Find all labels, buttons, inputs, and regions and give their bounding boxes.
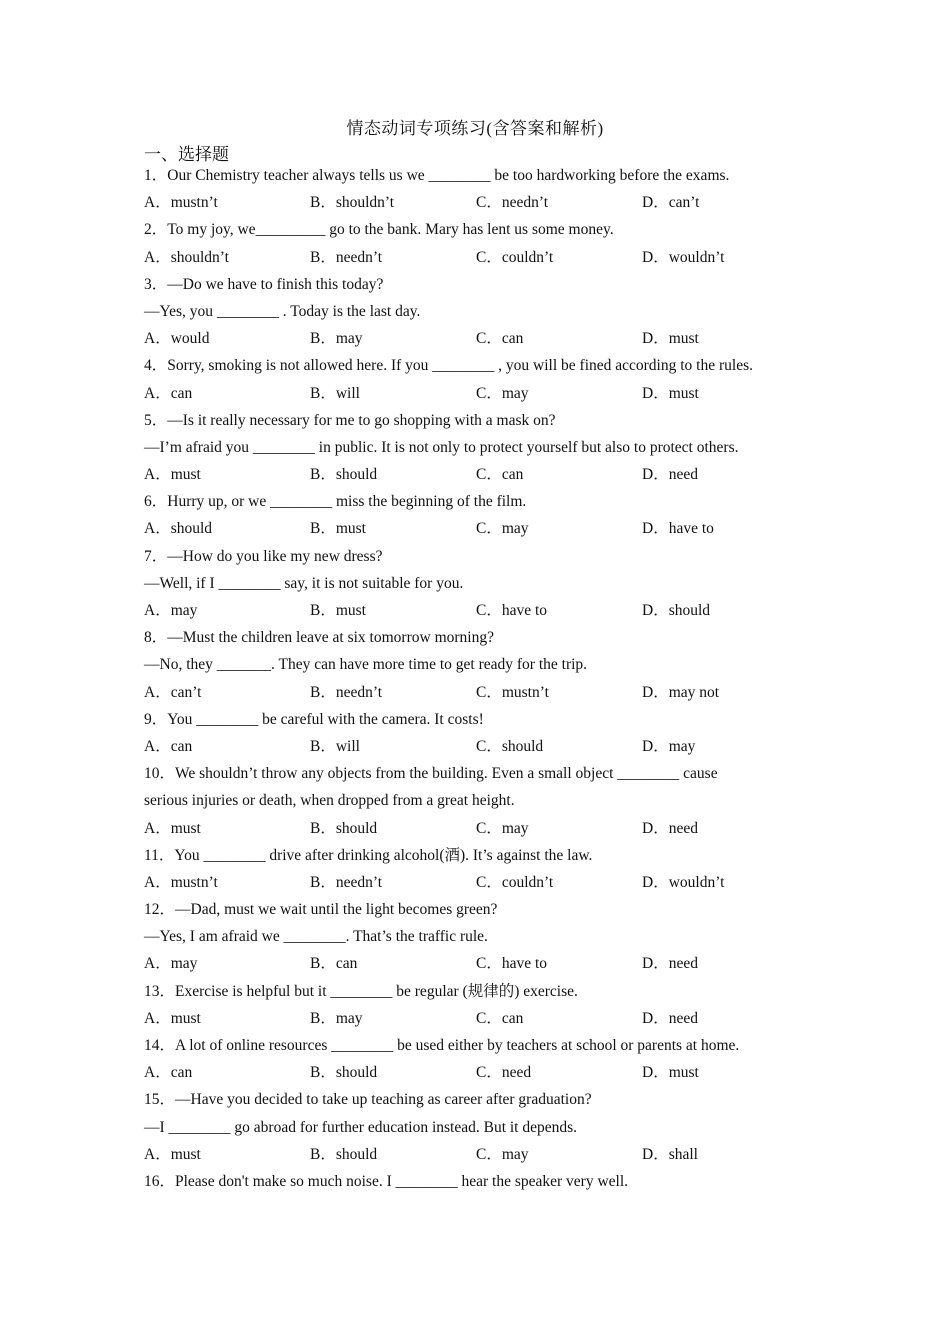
answer-options: [144, 328, 824, 355]
answer-option: B．must: [310, 520, 366, 538]
answer-option: B．should: [310, 1145, 378, 1163]
question-item: [144, 1171, 824, 1198]
answer-option: D．have to: [642, 520, 714, 538]
question-stem: 15．—Have you decided to take up teaching as career after graduation?: [144, 1091, 592, 1109]
answer-option: B．should: [310, 466, 378, 484]
question-item: [144, 546, 824, 628]
question-continuation: —Well, if I ________ say, it is not suitable for you.: [144, 574, 464, 592]
answer-options: [144, 192, 824, 219]
answer-option: B．must: [310, 602, 366, 619]
answer-option: C．should: [476, 737, 544, 755]
answer-option: B．will: [310, 737, 360, 755]
question-item: [144, 1089, 824, 1171]
answer-option: A．would: [144, 330, 210, 348]
answer-option: D．may: [642, 737, 696, 755]
answer-option: B．should: [310, 1064, 378, 1082]
answer-options: [144, 464, 824, 491]
answer-option: C．can: [476, 466, 524, 484]
answer-option: C．have to: [476, 955, 548, 973]
answer-option: C．couldn’t: [476, 248, 554, 266]
question-item: [144, 355, 824, 409]
question-stem: 13．Exercise is helpful but it ________ be regular (规律的) exercise.: [144, 982, 578, 1000]
question-stem: 5．—Is it really necessary for me to go shopping with a mask on?: [144, 411, 556, 429]
question-item: [144, 219, 824, 273]
answer-option: B．can: [310, 955, 358, 973]
answer-option: D．must: [642, 1064, 699, 1082]
answer-option: D．may not: [642, 683, 720, 701]
answer-option: A．must: [144, 819, 201, 837]
answer-options: [144, 682, 824, 709]
question-stem: 11．You ________ drive after drinking alcohol(酒). It’s against the law.: [144, 846, 593, 864]
answer-option: D．need: [642, 1009, 698, 1027]
answer-option: D．can’t: [642, 194, 700, 212]
answer-option: C．may: [476, 1145, 529, 1163]
section-heading: 一、选择题: [144, 145, 229, 164]
answer-option: A．must: [144, 1009, 201, 1027]
answer-option: A．shouldn’t: [144, 248, 229, 266]
answer-options: [144, 518, 824, 545]
answer-option: B．shouldn’t: [310, 194, 395, 212]
answer-option: B．should: [310, 819, 378, 837]
answer-option: B．will: [310, 384, 360, 402]
answer-option: B．needn’t: [310, 248, 383, 266]
answer-option: D．need: [642, 466, 698, 484]
question-item: [144, 274, 824, 356]
answer-options: [144, 247, 824, 274]
answer-option: C．can: [476, 1009, 524, 1027]
question-stem: 4．Sorry, smoking is not allowed here. If you ________ , you will be fined according to the rules.: [144, 357, 753, 375]
question-list: [144, 165, 824, 1198]
answer-option: C．may: [476, 384, 529, 402]
answer-option: A．can: [144, 384, 193, 402]
question-continuation: —No, they _______. They can have more time to get ready for the trip.: [144, 656, 588, 674]
answer-option: A．mustn’t: [144, 194, 218, 212]
question-stem: 8．—Must the children leave at six tomorrow morning?: [144, 629, 494, 647]
answer-options: [144, 383, 824, 410]
answer-option: C．have to: [476, 602, 548, 619]
answer-option: C．need: [476, 1064, 532, 1082]
question-continuation: —I’m afraid you ________ in public. It is not only to protect yourself but also to protect others.: [144, 438, 739, 456]
answer-option: A．may: [144, 955, 198, 973]
answer-option: D．need: [642, 955, 698, 973]
question-stem: 7．—How do you like my new dress?: [144, 547, 383, 565]
answer-option: D．wouldn’t: [642, 248, 725, 266]
answer-option: A．must: [144, 466, 201, 484]
answer-option: B．needn’t: [310, 683, 383, 701]
answer-option: D．need: [642, 819, 698, 837]
answer-options: [144, 1008, 824, 1035]
question-continuation: —I ________ go abroad for further education instead. But it depends.: [144, 1118, 578, 1136]
answer-options: [144, 1144, 824, 1171]
document-title: 情态动词专项练习(含答案和解析): [346, 119, 604, 138]
question-item: [144, 491, 824, 545]
question-continuation: —Yes, I am afraid we ________. That’s the traffic rule.: [144, 928, 488, 946]
question-continuation: serious injuries or death, when dropped from a great height.: [144, 792, 515, 810]
answer-option: A．may: [144, 602, 198, 619]
answer-option: A．mustn’t: [144, 873, 218, 891]
question-stem: 3．—Do we have to finish this today?: [144, 275, 384, 293]
answer-option: C．couldn’t: [476, 873, 554, 891]
question-item: [144, 709, 824, 763]
question-item: [144, 165, 824, 219]
question-stem: 10．We shouldn’t throw any objects from the building. Even a small object ________ cause: [144, 765, 718, 783]
question-item: [144, 981, 824, 1035]
answer-option: C．can: [476, 330, 524, 348]
answer-option: C．needn’t: [476, 194, 549, 212]
question-item: [144, 845, 824, 899]
answer-options: [144, 600, 824, 627]
answer-option: D．wouldn’t: [642, 873, 725, 891]
question-item: [144, 1035, 824, 1089]
answer-option: A．must: [144, 1145, 201, 1163]
answer-option: B．may: [310, 1009, 363, 1027]
answer-option: D．must: [642, 330, 699, 348]
question-stem: 1．Our Chemistry teacher always tells us we ________ be too hardworking before the exams.: [144, 167, 730, 184]
question-stem: 9．You ________ be careful with the camera. It costs!: [144, 710, 484, 728]
question-stem: 6．Hurry up, or we ________ miss the beginning of the film.: [144, 493, 527, 511]
answer-option: A．can’t: [144, 683, 202, 701]
question-stem: 14．A lot of online resources ________ be used either by teachers at school or parents at home.: [144, 1037, 740, 1054]
answer-option: B．needn’t: [310, 873, 383, 891]
answer-option: A．can: [144, 1064, 193, 1082]
answer-option: C．may: [476, 819, 529, 837]
answer-option: A．can: [144, 737, 193, 755]
answer-option: B．may: [310, 330, 363, 348]
answer-options: [144, 736, 824, 763]
answer-option: C．mustn’t: [476, 683, 549, 701]
question-item: [144, 410, 824, 492]
answer-options: [144, 1062, 824, 1089]
answer-options: [144, 872, 824, 899]
answer-option: C．may: [476, 520, 529, 538]
answer-options: [144, 953, 824, 980]
question-item: [144, 627, 824, 709]
question-stem: 16．Please don't make so much noise. I ________ hear the speaker very well.: [144, 1172, 629, 1190]
answer-option: A．should: [144, 520, 213, 538]
question-stem: 12．—Dad, must we wait until the light becomes green?: [144, 901, 498, 919]
question-continuation: —Yes, you ________ . Today is the last day.: [144, 302, 421, 320]
answer-option: D．should: [642, 602, 711, 619]
answer-option: D．shall: [642, 1145, 698, 1163]
question-item: [144, 763, 824, 845]
question-item: [144, 899, 824, 981]
answer-option: D．must: [642, 384, 699, 402]
answer-options: [144, 818, 824, 845]
question-stem: 2．To my joy, we_________ go to the bank. Mary has lent us some money.: [144, 221, 614, 239]
